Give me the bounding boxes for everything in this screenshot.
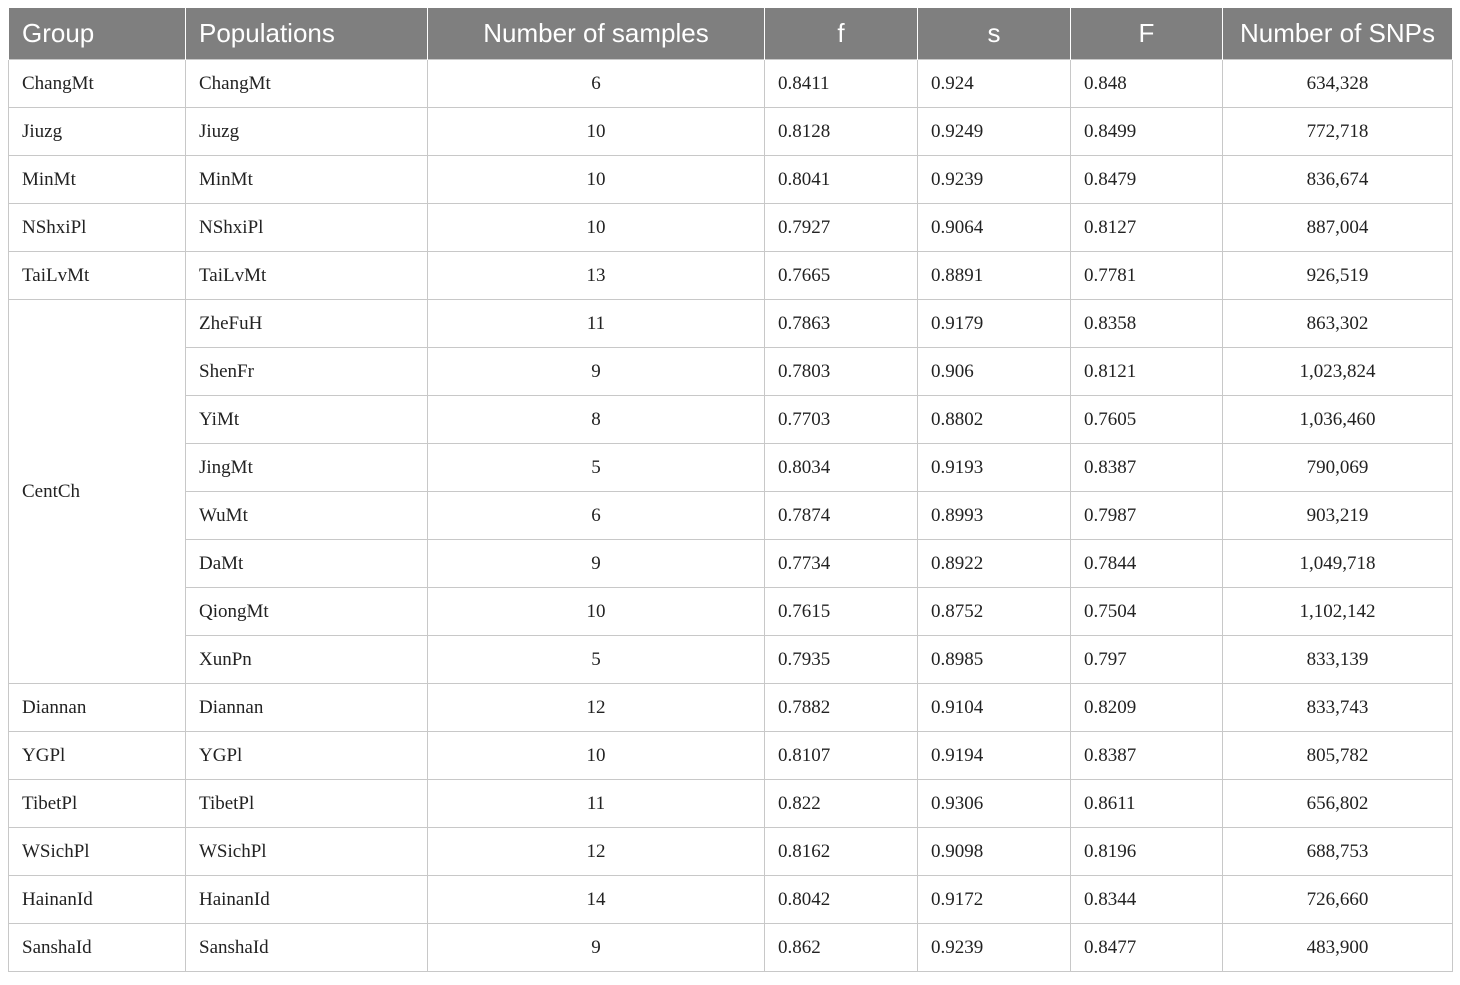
cell-population: QiongMt [186,588,428,636]
cell-snps: 863,302 [1223,300,1453,348]
cell-snps: 790,069 [1223,444,1453,492]
cell-s: 0.9104 [918,684,1071,732]
cell-f-upper: 0.797 [1071,636,1223,684]
cell-snps: 688,753 [1223,828,1453,876]
table-body [9,60,1453,972]
cell-group: Jiuzg [9,108,186,156]
cell-population: XunPn [186,636,428,684]
cell-f-lower: 0.822 [765,780,918,828]
cell-samples: 10 [428,108,765,156]
header-group: Group [9,8,186,60]
cell-f-upper: 0.8477 [1071,924,1223,972]
cell-s: 0.9064 [918,204,1071,252]
cell-group: YGPl [9,732,186,780]
cell-snps: 1,102,142 [1223,588,1453,636]
cell-population: TaiLvMt [186,252,428,300]
table-row [9,60,1453,108]
header-s: s [918,8,1071,60]
cell-group: HainanId [9,876,186,924]
table-row [9,684,1453,732]
cell-s: 0.8752 [918,588,1071,636]
cell-f-lower: 0.7863 [765,300,918,348]
header-number-of-samples: Number of samples [428,8,765,60]
cell-snps: 805,782 [1223,732,1453,780]
cell-s: 0.8985 [918,636,1071,684]
cell-f-upper: 0.7504 [1071,588,1223,636]
table-row [9,588,1453,636]
cell-samples: 10 [428,156,765,204]
header-populations: Populations [186,8,428,60]
population-stats-table [8,8,1453,972]
cell-group: TaiLvMt [9,252,186,300]
cell-s: 0.9194 [918,732,1071,780]
cell-f-lower: 0.8041 [765,156,918,204]
cell-group: Diannan [9,684,186,732]
table-row [9,108,1453,156]
header-number-of-snps: Number of SNPs [1223,8,1453,60]
table-row [9,204,1453,252]
cell-snps: 887,004 [1223,204,1453,252]
cell-s: 0.9179 [918,300,1071,348]
cell-s: 0.8993 [918,492,1071,540]
cell-samples: 11 [428,300,765,348]
cell-f-upper: 0.8499 [1071,108,1223,156]
cell-f-lower: 0.7935 [765,636,918,684]
cell-f-upper: 0.7605 [1071,396,1223,444]
cell-group: SanshaId [9,924,186,972]
cell-s: 0.8802 [918,396,1071,444]
cell-f-upper: 0.8127 [1071,204,1223,252]
cell-s: 0.9239 [918,924,1071,972]
table-row [9,876,1453,924]
table-row [9,732,1453,780]
cell-s: 0.9172 [918,876,1071,924]
cell-population: WuMt [186,492,428,540]
cell-s: 0.8891 [918,252,1071,300]
cell-s: 0.8922 [918,540,1071,588]
cell-population: DaMt [186,540,428,588]
header-f-lower: f [765,8,918,60]
cell-population: WSichPl [186,828,428,876]
cell-f-lower: 0.8034 [765,444,918,492]
cell-f-upper: 0.8344 [1071,876,1223,924]
cell-f-upper: 0.8387 [1071,444,1223,492]
cell-f-upper: 0.8121 [1071,348,1223,396]
cell-s: 0.9306 [918,780,1071,828]
cell-s: 0.9193 [918,444,1071,492]
cell-f-upper: 0.8387 [1071,732,1223,780]
header-f-upper: F [1071,8,1223,60]
cell-samples: 14 [428,876,765,924]
table-row [9,252,1453,300]
cell-f-lower: 0.7703 [765,396,918,444]
cell-snps: 903,219 [1223,492,1453,540]
cell-snps: 926,519 [1223,252,1453,300]
cell-s: 0.9239 [918,156,1071,204]
cell-f-lower: 0.7874 [765,492,918,540]
cell-samples: 5 [428,444,765,492]
cell-samples: 5 [428,636,765,684]
cell-group: WSichPl [9,828,186,876]
table-row [9,156,1453,204]
cell-f-lower: 0.7615 [765,588,918,636]
cell-samples: 10 [428,588,765,636]
cell-f-lower: 0.7665 [765,252,918,300]
cell-group: TibetPl [9,780,186,828]
cell-f-lower: 0.8128 [765,108,918,156]
cell-f-upper: 0.8196 [1071,828,1223,876]
table-row [9,396,1453,444]
cell-snps: 483,900 [1223,924,1453,972]
cell-s: 0.906 [918,348,1071,396]
cell-samples: 12 [428,828,765,876]
table-row [9,924,1453,972]
cell-samples: 11 [428,780,765,828]
cell-snps: 833,743 [1223,684,1453,732]
cell-population: SanshaId [186,924,428,972]
cell-f-upper: 0.8358 [1071,300,1223,348]
cell-population: TibetPl [186,780,428,828]
cell-f-upper: 0.8479 [1071,156,1223,204]
cell-population: YGPl [186,732,428,780]
cell-samples: 6 [428,492,765,540]
cell-f-lower: 0.7882 [765,684,918,732]
cell-f-lower: 0.8107 [765,732,918,780]
cell-s: 0.9098 [918,828,1071,876]
cell-samples: 13 [428,252,765,300]
header-row [9,8,1453,60]
cell-f-lower: 0.7734 [765,540,918,588]
table-row [9,492,1453,540]
cell-population: ZheFuH [186,300,428,348]
cell-group: CentCh [9,300,186,684]
table-row [9,348,1453,396]
cell-samples: 6 [428,60,765,108]
data-table-container [8,8,1452,972]
cell-f-upper: 0.7987 [1071,492,1223,540]
cell-f-upper: 0.8209 [1071,684,1223,732]
table-row [9,444,1453,492]
cell-s: 0.9249 [918,108,1071,156]
cell-snps: 634,328 [1223,60,1453,108]
cell-group: NShxiPl [9,204,186,252]
cell-population: ChangMt [186,60,428,108]
cell-s: 0.924 [918,60,1071,108]
cell-f-upper: 0.7844 [1071,540,1223,588]
cell-f-lower: 0.8162 [765,828,918,876]
cell-f-upper: 0.8611 [1071,780,1223,828]
cell-population: MinMt [186,156,428,204]
cell-f-upper: 0.848 [1071,60,1223,108]
cell-group: ChangMt [9,60,186,108]
cell-snps: 1,023,824 [1223,348,1453,396]
cell-samples: 9 [428,924,765,972]
cell-f-lower: 0.8411 [765,60,918,108]
cell-snps: 833,139 [1223,636,1453,684]
cell-population: Jiuzg [186,108,428,156]
cell-f-lower: 0.8042 [765,876,918,924]
cell-f-lower: 0.7927 [765,204,918,252]
table-header [9,8,1453,60]
cell-f-lower: 0.862 [765,924,918,972]
cell-samples: 12 [428,684,765,732]
cell-samples: 10 [428,732,765,780]
table-row [9,636,1453,684]
cell-group: MinMt [9,156,186,204]
cell-snps: 1,049,718 [1223,540,1453,588]
cell-population: YiMt [186,396,428,444]
cell-f-upper: 0.7781 [1071,252,1223,300]
cell-population: HainanId [186,876,428,924]
table-row [9,780,1453,828]
cell-samples: 10 [428,204,765,252]
cell-samples: 9 [428,348,765,396]
cell-samples: 9 [428,540,765,588]
cell-samples: 8 [428,396,765,444]
table-row [9,540,1453,588]
cell-snps: 656,802 [1223,780,1453,828]
table-row [9,828,1453,876]
cell-snps: 1,036,460 [1223,396,1453,444]
cell-population: ShenFr [186,348,428,396]
cell-population: JingMt [186,444,428,492]
cell-snps: 726,660 [1223,876,1453,924]
cell-snps: 772,718 [1223,108,1453,156]
cell-population: Diannan [186,684,428,732]
table-row [9,300,1453,348]
cell-f-lower: 0.7803 [765,348,918,396]
cell-population: NShxiPl [186,204,428,252]
cell-snps: 836,674 [1223,156,1453,204]
